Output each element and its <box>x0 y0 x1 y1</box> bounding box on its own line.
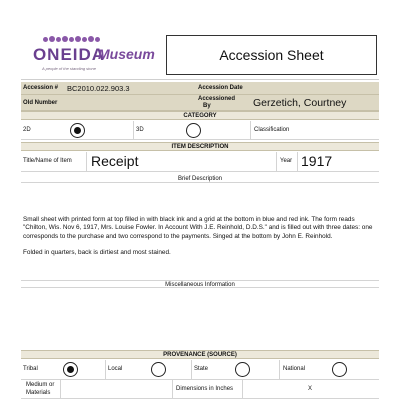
accession-sheet <box>21 30 379 400</box>
category-row <box>21 121 379 140</box>
item-title-label: Title/Name of Item <box>23 158 72 164</box>
category-3d-label: 3D <box>136 127 144 133</box>
category-heading: CATEGORY <box>21 111 379 120</box>
provenance-heading: PROVENANCE (SOURCE) <box>21 350 379 359</box>
provenance-tribal-cell <box>21 360 106 379</box>
accession-number-label: Accession # <box>23 85 59 91</box>
provenance-local-label: Local <box>108 366 123 372</box>
accession-number-field[interactable]: BC2010.022.903.3 <box>67 84 130 93</box>
old-number-label: Old Number <box>23 100 58 106</box>
dimensions-separator: X <box>308 386 313 392</box>
category-3d-radio[interactable] <box>186 123 201 138</box>
category-2d-label: 2D <box>23 127 31 133</box>
accessioned-by-field[interactable]: Gerzetich, Courtney <box>253 97 347 109</box>
item-title-label-cell <box>21 152 87 171</box>
brief-description-text[interactable] <box>23 216 375 266</box>
accessioned-by-label-line1: Accessioned <box>198 96 236 102</box>
category-2d-cell <box>21 121 134 139</box>
medium-field[interactable] <box>61 380 173 398</box>
old-number-row <box>21 95 379 111</box>
classification-label: Classification <box>254 127 290 133</box>
provenance-national-radio[interactable] <box>332 362 347 377</box>
accessioned-by-label-line2: By <box>203 103 211 109</box>
dimensions-label: Dimensions in Inches <box>176 386 234 392</box>
item-description-heading: ITEM DESCRIPTION <box>21 142 379 151</box>
sheet-header <box>21 30 379 80</box>
item-title-row <box>21 152 379 172</box>
provenance-row <box>21 360 379 380</box>
provenance-local-radio[interactable] <box>151 362 166 377</box>
year-field[interactable]: 1917 <box>301 153 333 169</box>
year-divider <box>297 152 298 171</box>
medium-label-line1: Medium or <box>26 382 55 388</box>
accession-row <box>21 82 379 95</box>
item-title-divider <box>276 152 277 171</box>
dimensions-label-cell <box>173 380 243 398</box>
provenance-state-label: State <box>194 366 209 372</box>
provenance-tribal-radio[interactable] <box>63 362 78 377</box>
accession-date-label: Accession Date <box>198 85 243 91</box>
logo-wordmark: ONEIDA <box>32 45 106 64</box>
provenance-state-radio[interactable] <box>235 362 250 377</box>
provenance-tribal-label: Tribal <box>23 366 38 372</box>
provenance-national-label: National <box>283 366 306 372</box>
logo-tagline: A people of the standing stone <box>42 66 96 71</box>
wampum-beads-icon <box>43 36 100 44</box>
medium-label-cell <box>21 380 61 398</box>
provenance-state-cell <box>192 360 280 379</box>
museum-label: Museum <box>98 46 155 62</box>
brief-description-paragraph: Folded in quarters, back is dirtiest and most stained. <box>23 249 171 257</box>
miscellaneous-information-label: Miscellaneous Information <box>21 280 379 288</box>
brief-description-label: Brief Description <box>21 175 379 183</box>
provenance-local-cell <box>106 360 192 379</box>
year-label: Year <box>280 158 293 164</box>
item-title-field[interactable]: Receipt <box>91 153 139 169</box>
medium-label-line2: Materials <box>26 390 51 396</box>
category-3d-cell <box>134 121 251 139</box>
page-title: Accession Sheet <box>166 35 377 75</box>
medium-dimensions-row <box>21 380 379 399</box>
category-2d-radio[interactable] <box>70 123 85 138</box>
brief-description-paragraph: Small sheet with printed form at top filled in with black ink and a grid at the bottom in blue and red ink. The form reads "Chilton, Wis. Nov 6, 1917, Mrs. Louise Fowler. In Account With J.E. Reinhold, D.D.S." and is filled out with three dates: one corresponds to the purchase and two correspond to the payments. Singed at the bottom by John E. Reinhold. <box>23 216 373 240</box>
